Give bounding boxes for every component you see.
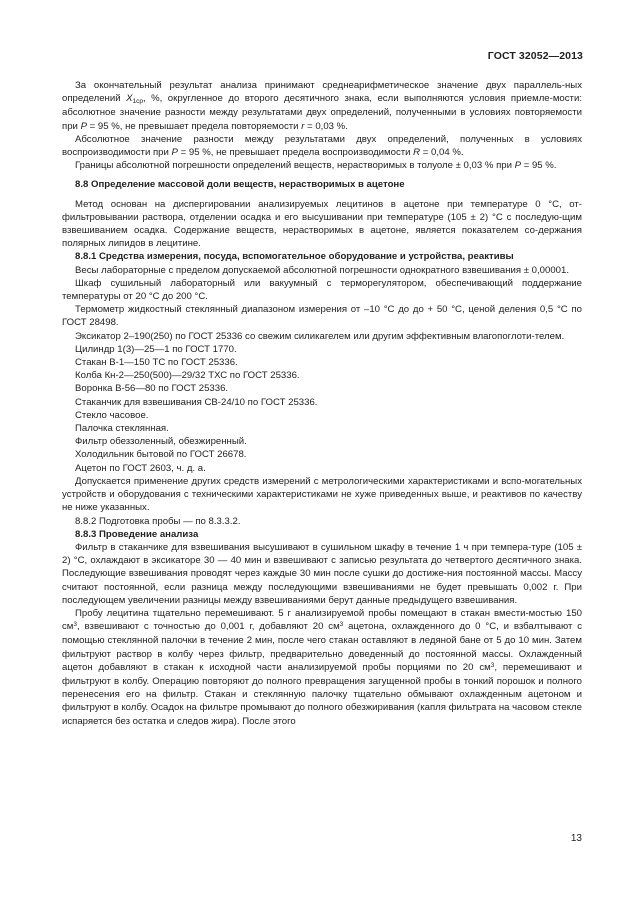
error-bounds-paragraph: Границы абсолютной погрешности определений веществ, нерастворимых в толуоле ± 0,03 % при P = 95 %.: [75, 160, 557, 172]
section-heading-8-8: 8.8 Определение массовой доли веществ, нерастворимых в ацетоне: [75, 179, 405, 191]
list-item: Колба Кн-2—250(500)—29/32 ТХС по ГОСТ 25336.: [75, 370, 300, 382]
list-item: Шкаф сушильный лабораторный или вакуумный с терморегулятором, обеспечивающий поддержание температуры от 20 °С до 200 °С.: [62, 277, 582, 303]
list-item: Палочка стеклянная.: [75, 423, 169, 435]
list-item: Ацетон по ГОСТ 2603, ч. д. а.: [75, 462, 206, 474]
allowance-paragraph: Допускается применение других средств измерений с метрологическими характеристиками и вспо-могательных устройств и оборудования с техническими характеристиками не хуже приведенных выше, и реактивов по качеству не ниже указанных.: [62, 475, 582, 514]
procedure-paragraph-1: Фильтр в стаканчике для взвешивания высушивают в сушильном шкафу в течение 1 ч при темпера-туре (105 ± 2) °С, охлаждают в эксикаторе 30 — 40 мин и взвешивают с записью результата до четвертого десятичного знака. Последующие взвешивания проводят через каждые 30 мин после сушки до достиже-ния постоянной массы. Массу считают постоянной, если разница между последующими взвешиваниями не будет превышать 0,002 г. При последующем увеличении разницы между взвешиваниями берут данные предыдущего взвешивания.: [62, 541, 582, 606]
list-item: Фильтр обеззоленный, обезжиренный.: [75, 436, 247, 448]
list-item: Термометр жидкостный стеклянный диапазоном измерения от –10 °С до до + 50 °С, ценой деления 0,5 °С по ГОСТ 28498.: [62, 304, 582, 329]
method-paragraph: Метод основан на диспергировании анализируемых лецитинов в ацетоне при температуре 0 °С, от-фильтровывании раствора, отделении осадка и его высушивании при температуре (105 ± 2) °С с последую-щим взвешиванием осадка. Содержание веществ, нерастворимых в ацетоне, является показателем со-держания полярных липидов в лецитине.: [62, 198, 582, 250]
list-item: Стекло часовое.: [75, 409, 149, 421]
procedure-paragraph-2: Пробу лецитина тщательно перемешивают. 5 г анализируемой пробы помещают в стакан вмести-мостью 150 $см^3$, взвешивают с точностью до 0,001 г, добавляют 20 $см^3$ ацетона, охлажденного до 0 °С, и взбалтывают с помощью стеклянной палочки в течение 2 мин, после чего стакан оставляют в ледяной бане от 5 до 10 мин. Затем фильтруют раствор в колбу через фильтр, предварительно доведенный до постоянной массы. Охлажденный ацетон добавляют в стакан к исходной части анализируемой пробы порциями по 20 $см^3$, перемешивают и фильтруют в колбу. Операцию повторяют до полного превращения загущенной пробы в тонкий порошок и полного перенесения его на фильтр. Стакан и стеклянную палочку тщательно обмывают охлажденным ацетоном и фильтруют в колбу. Осадок на фильтре промывают до полного обезжиривания (капля фильтрата на часовом стекле испаряется без остатка и следов жира). После этого: [62, 607, 582, 727]
page-number: 13: [570, 833, 582, 844]
section-heading-8-8-3: 8.8.3 Проведение анализа: [75, 528, 199, 540]
list-item: Воронка В-56—80 по ГОСТ 25336.: [75, 383, 229, 395]
result-paragraph: За окончательный результат анализа принимают среднеарифметическое значение двух параллель-ных определений $X_{1ср}$, %, округленное до второго десятичного знака, если выполняются условия приемле-мости: абсолютное значение разности между результатами двух определений, полученными в условиях повторяемости при P = 95 %, не превышает предела повторяемости r = 0,03 %.: [62, 80, 582, 132]
list-item: Стакан В-1—150 ТС по ГОСТ 25336.: [75, 357, 238, 369]
section-heading-8-8-1: 8.8.1 Средства измерения, посуда, вспомогательное оборудование и устройства, реактивы: [75, 251, 514, 263]
equipment-list: [62, 264, 582, 475]
list-item: Стаканчик для взвешивания СВ-24/10 по ГОСТ 25336.: [75, 396, 318, 408]
document-header: ГОСТ 32052—2013: [487, 50, 583, 62]
list-item: Холодильник бытовой по ГОСТ 26678.: [75, 449, 247, 461]
page-content: [62, 79, 582, 728]
section-8-8-2: 8.8.2 Подготовка пробы — по 8.3.3.2.: [75, 515, 241, 527]
list-item: Эксикатор 2–190(250) по ГОСТ 25336 со свежим силикагелем или другим эффективным влагопоглоти-телем.: [75, 330, 565, 342]
list-item: Цилиндр 1(3)—25—1 по ГОСТ 1770.: [75, 343, 237, 355]
reproducibility-paragraph: Абсолютное значение разности между результатами двух определений, полученных в условиях воспроизводимости при P = 95 %, не превышает предела воспроизводимости R = 0,04 %.: [62, 133, 582, 159]
list-item: Весы лабораторные с пределом допускаемой абсолютной погрешности однократного взвешивания ± 0,00001.: [75, 264, 570, 276]
